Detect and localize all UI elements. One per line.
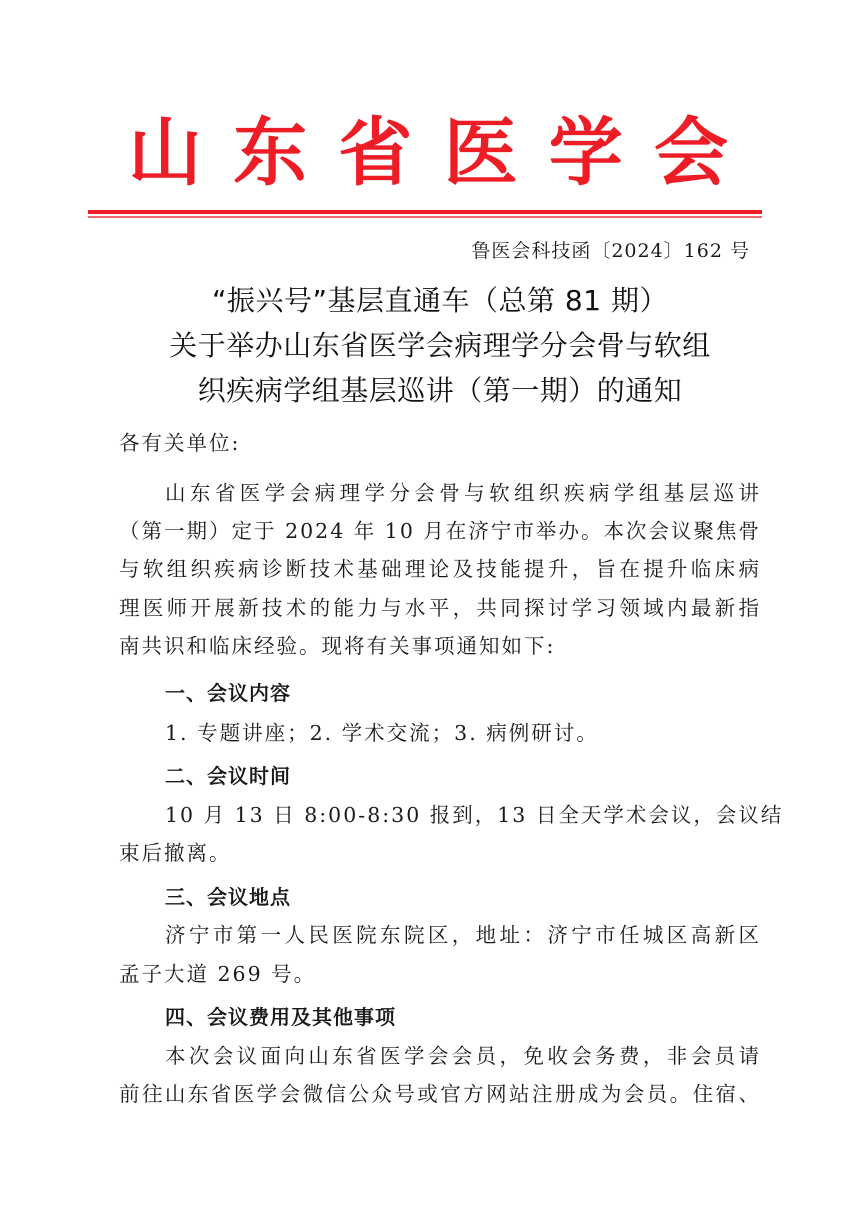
section-heading-time: 二、会议时间 [165,764,291,788]
red-divider-thin [88,216,762,218]
document-title [100,278,780,413]
section-text: 10 月 13 日 8:00-8:30 报到，13 日全天学术会议，会议结 [165,803,784,827]
intro-line: 山东省医学会病理学分会骨与软组织疾病学组基层巡讲 [165,481,761,505]
section-text: 孟子大道 269 号。 [119,962,317,986]
letterhead-title [90,108,762,198]
letterhead-char: 山 [128,110,202,196]
section-heading-fees: 四、会议费用及其他事项 [165,1005,396,1029]
title-line-1: “振兴号”基层直通车（总第 81 期） [212,284,668,317]
salutation: 各有关单位: [119,431,241,455]
intro-line: 理医师开展新技术的能力与水平，共同探讨学习领域内最新指 [119,596,761,620]
section-text: 1. 专题讲座；2. 学术交流；3. 病例研讨。 [165,721,599,745]
intro-line: 与软组织疾病诊断技术基础理论及技能提升，旨在提升临床病 [119,557,761,581]
intro-line: （第一期）定于 2024 年 10 月在济宁市举办。本次会议聚焦骨 [119,519,761,543]
letterhead-char: 学 [548,110,623,196]
letterhead-char: 东 [233,110,308,196]
section-heading-location: 三、会议地点 [165,885,291,909]
title-line-3: 织疾病学组基层巡讲（第一期）的通知 [197,374,683,407]
letterhead-char: 会 [653,110,728,196]
intro-line: 南共识和临床经验。现将有关事项通知如下: [119,634,556,658]
title-line-2: 关于举办山东省医学会病理学分会骨与软组 [169,329,711,362]
letterhead-char: 医 [443,110,518,196]
section-text: 束后撤离。 [119,841,232,865]
letterhead-char: 省 [338,110,413,196]
red-divider-thick [88,210,762,214]
section-text: 前往山东省医学会微信公众号或官方网站注册成为会员。住宿、 [119,1082,761,1106]
document-number: 鲁医会科技函〔2024〕162 号 [471,240,750,262]
section-heading-content: 一、会议内容 [165,681,291,705]
section-text: 济宁市第一人民医院东院区，地址：济宁市任城区高新区 [165,923,761,947]
section-text: 本次会议面向山东省医学会会员，免收会务费，非会员请 [165,1044,761,1068]
